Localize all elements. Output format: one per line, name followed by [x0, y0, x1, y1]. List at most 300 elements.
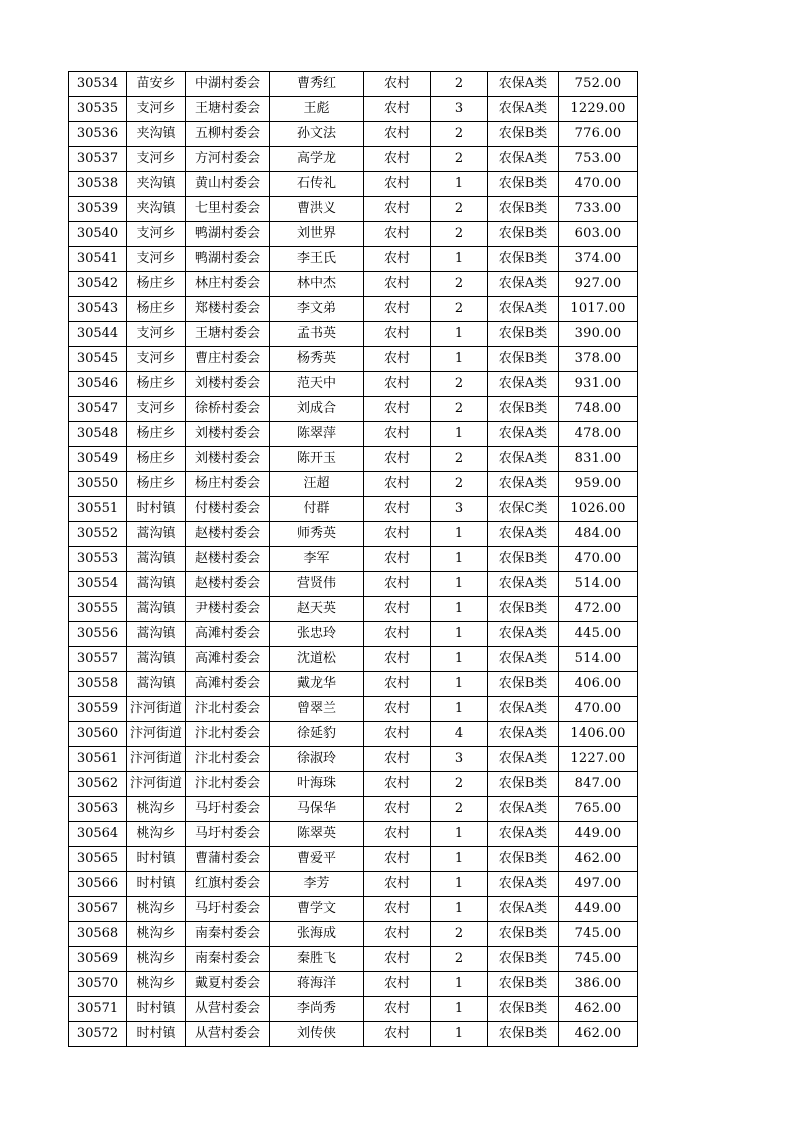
recipient-name-cell: 曹洪义: [270, 197, 364, 222]
village-committee-cell: 付楼村委会: [186, 497, 270, 522]
area-type-cell: 农村: [364, 747, 431, 772]
village-committee-cell: 鸭湖村委会: [186, 247, 270, 272]
table-row: [69, 897, 638, 922]
category-cell: 农保B类: [488, 322, 559, 347]
town-cell: 桃沟乡: [127, 922, 186, 947]
recipient-name-cell: 蒋海洋: [270, 972, 364, 997]
amount-cell: 478.00: [559, 422, 638, 447]
category-cell: 农保B类: [488, 122, 559, 147]
amount-cell: 445.00: [559, 622, 638, 647]
amount-cell: 390.00: [559, 322, 638, 347]
record-id-cell: 30535: [69, 97, 127, 122]
area-type-cell: 农村: [364, 522, 431, 547]
household-count-cell: 1: [431, 847, 488, 872]
town-cell: 时村镇: [127, 847, 186, 872]
amount-cell: 386.00: [559, 972, 638, 997]
area-type-cell: 农村: [364, 272, 431, 297]
village-committee-cell: 高滩村委会: [186, 672, 270, 697]
category-cell: 农保B类: [488, 597, 559, 622]
amount-cell: 847.00: [559, 772, 638, 797]
town-cell: 汴河街道: [127, 747, 186, 772]
recipient-name-cell: 曹爱平: [270, 847, 364, 872]
amount-cell: 931.00: [559, 372, 638, 397]
recipient-name-cell: 沈道松: [270, 647, 364, 672]
amount-cell: 462.00: [559, 847, 638, 872]
recipient-name-cell: 张海成: [270, 922, 364, 947]
village-committee-cell: 汴北村委会: [186, 747, 270, 772]
recipient-name-cell: 范天中: [270, 372, 364, 397]
area-type-cell: 农村: [364, 647, 431, 672]
area-type-cell: 农村: [364, 822, 431, 847]
table-row: [69, 572, 638, 597]
record-id-cell: 30548: [69, 422, 127, 447]
town-cell: 桃沟乡: [127, 972, 186, 997]
table-row: [69, 622, 638, 647]
amount-cell: 449.00: [559, 897, 638, 922]
area-type-cell: 农村: [364, 347, 431, 372]
household-count-cell: 2: [431, 222, 488, 247]
household-count-cell: 1: [431, 322, 488, 347]
town-cell: 杨庄乡: [127, 447, 186, 472]
recipient-name-cell: 徐淑玲: [270, 747, 364, 772]
table-row: [69, 747, 638, 772]
household-count-cell: 2: [431, 72, 488, 97]
village-committee-cell: 七里村委会: [186, 197, 270, 222]
amount-cell: 472.00: [559, 597, 638, 622]
village-committee-cell: 赵楼村委会: [186, 522, 270, 547]
recipient-name-cell: 张忠玲: [270, 622, 364, 647]
record-id-cell: 30538: [69, 172, 127, 197]
record-id-cell: 30564: [69, 822, 127, 847]
town-cell: 汴河街道: [127, 722, 186, 747]
town-cell: 时村镇: [127, 872, 186, 897]
town-cell: 杨庄乡: [127, 422, 186, 447]
household-count-cell: 1: [431, 872, 488, 897]
category-cell: 农保B类: [488, 847, 559, 872]
amount-cell: 1227.00: [559, 747, 638, 772]
record-id-cell: 30541: [69, 247, 127, 272]
village-committee-cell: 郑楼村委会: [186, 297, 270, 322]
record-id-cell: 30561: [69, 747, 127, 772]
record-id-cell: 30536: [69, 122, 127, 147]
record-id-cell: 30562: [69, 772, 127, 797]
household-count-cell: 2: [431, 147, 488, 172]
area-type-cell: 农村: [364, 497, 431, 522]
record-id-cell: 30560: [69, 722, 127, 747]
table-row: [69, 847, 638, 872]
town-cell: 桃沟乡: [127, 822, 186, 847]
amount-cell: 959.00: [559, 472, 638, 497]
record-id-cell: 30563: [69, 797, 127, 822]
record-id-cell: 30551: [69, 497, 127, 522]
recipient-name-cell: 叶海珠: [270, 772, 364, 797]
recipient-name-cell: 刘成合: [270, 397, 364, 422]
recipient-name-cell: 孙文法: [270, 122, 364, 147]
record-id-cell: 30568: [69, 922, 127, 947]
record-id-cell: 30534: [69, 72, 127, 97]
household-count-cell: 2: [431, 297, 488, 322]
amount-cell: 449.00: [559, 822, 638, 847]
village-committee-cell: 曹庄村委会: [186, 347, 270, 372]
household-count-cell: 1: [431, 897, 488, 922]
village-committee-cell: 赵楼村委会: [186, 547, 270, 572]
recipient-name-cell: 刘传侠: [270, 1022, 364, 1047]
recipient-name-cell: 李军: [270, 547, 364, 572]
town-cell: 杨庄乡: [127, 372, 186, 397]
village-committee-cell: 赵楼村委会: [186, 572, 270, 597]
category-cell: 农保A类: [488, 422, 559, 447]
village-committee-cell: 汴北村委会: [186, 772, 270, 797]
record-id-cell: 30546: [69, 372, 127, 397]
category-cell: 农保A类: [488, 297, 559, 322]
table-row: [69, 697, 638, 722]
household-count-cell: 2: [431, 472, 488, 497]
record-id-cell: 30543: [69, 297, 127, 322]
table-row: [69, 172, 638, 197]
town-cell: 桃沟乡: [127, 797, 186, 822]
amount-cell: 748.00: [559, 397, 638, 422]
record-id-cell: 30565: [69, 847, 127, 872]
town-cell: 夹沟镇: [127, 197, 186, 222]
recipient-name-cell: 李芳: [270, 872, 364, 897]
category-cell: 农保A类: [488, 622, 559, 647]
household-count-cell: 1: [431, 347, 488, 372]
record-id-cell: 30537: [69, 147, 127, 172]
town-cell: 支河乡: [127, 247, 186, 272]
area-type-cell: 农村: [364, 1022, 431, 1047]
category-cell: 农保A类: [488, 697, 559, 722]
town-cell: 杨庄乡: [127, 472, 186, 497]
table-row: [69, 272, 638, 297]
record-id-cell: 30545: [69, 347, 127, 372]
record-id-cell: 30540: [69, 222, 127, 247]
record-id-cell: 30549: [69, 447, 127, 472]
recipient-name-cell: 李王氏: [270, 247, 364, 272]
town-cell: 苗安乡: [127, 72, 186, 97]
village-committee-cell: 杨庄村委会: [186, 472, 270, 497]
table-row: [69, 547, 638, 572]
village-committee-cell: 五柳村委会: [186, 122, 270, 147]
category-cell: 农保B类: [488, 997, 559, 1022]
household-count-cell: 1: [431, 697, 488, 722]
recipient-name-cell: 马保华: [270, 797, 364, 822]
area-type-cell: 农村: [364, 972, 431, 997]
recipient-name-cell: 曹学文: [270, 897, 364, 922]
table-row: [69, 472, 638, 497]
category-cell: 农保A类: [488, 822, 559, 847]
household-count-cell: 3: [431, 497, 488, 522]
household-count-cell: 3: [431, 97, 488, 122]
household-count-cell: 2: [431, 447, 488, 472]
table-row: [69, 122, 638, 147]
village-committee-cell: 方河村委会: [186, 147, 270, 172]
amount-cell: 765.00: [559, 797, 638, 822]
town-cell: 汴河街道: [127, 697, 186, 722]
town-cell: 支河乡: [127, 347, 186, 372]
record-id-cell: 30566: [69, 872, 127, 897]
area-type-cell: 农村: [364, 772, 431, 797]
household-count-cell: 1: [431, 647, 488, 672]
town-cell: 蒿沟镇: [127, 672, 186, 697]
table-row: [69, 497, 638, 522]
record-id-cell: 30572: [69, 1022, 127, 1047]
area-type-cell: 农村: [364, 622, 431, 647]
area-type-cell: 农村: [364, 372, 431, 397]
recipient-name-cell: 赵天英: [270, 597, 364, 622]
household-count-cell: 1: [431, 997, 488, 1022]
household-count-cell: 2: [431, 197, 488, 222]
town-cell: 桃沟乡: [127, 947, 186, 972]
village-committee-cell: 南秦村委会: [186, 947, 270, 972]
area-type-cell: 农村: [364, 547, 431, 572]
village-committee-cell: 鸭湖村委会: [186, 222, 270, 247]
household-count-cell: 2: [431, 947, 488, 972]
table-row: [69, 922, 638, 947]
category-cell: 农保A类: [488, 572, 559, 597]
area-type-cell: 农村: [364, 597, 431, 622]
town-cell: 支河乡: [127, 97, 186, 122]
household-count-cell: 2: [431, 122, 488, 147]
amount-cell: 378.00: [559, 347, 638, 372]
area-type-cell: 农村: [364, 247, 431, 272]
table-row: [69, 822, 638, 847]
recipient-name-cell: 营贤伟: [270, 572, 364, 597]
household-count-cell: 2: [431, 797, 488, 822]
town-cell: 杨庄乡: [127, 297, 186, 322]
record-id-cell: 30559: [69, 697, 127, 722]
amount-cell: 1406.00: [559, 722, 638, 747]
recipient-name-cell: 王彪: [270, 97, 364, 122]
category-cell: 农保A类: [488, 872, 559, 897]
town-cell: 夹沟镇: [127, 122, 186, 147]
category-cell: 农保B类: [488, 922, 559, 947]
town-cell: 蒿沟镇: [127, 622, 186, 647]
town-cell: 蒿沟镇: [127, 522, 186, 547]
category-cell: 农保B类: [488, 347, 559, 372]
recipient-name-cell: 陈翠萍: [270, 422, 364, 447]
town-cell: 蒿沟镇: [127, 547, 186, 572]
village-committee-cell: 高滩村委会: [186, 647, 270, 672]
category-cell: 农保A类: [488, 447, 559, 472]
town-cell: 支河乡: [127, 147, 186, 172]
table-row: [69, 372, 638, 397]
category-cell: 农保B类: [488, 547, 559, 572]
table-row: [69, 347, 638, 372]
village-committee-cell: 刘楼村委会: [186, 447, 270, 472]
category-cell: 农保B类: [488, 397, 559, 422]
household-count-cell: 2: [431, 372, 488, 397]
table-row: [69, 597, 638, 622]
category-cell: 农保A类: [488, 97, 559, 122]
recipient-name-cell: 陈开玉: [270, 447, 364, 472]
amount-cell: 470.00: [559, 547, 638, 572]
category-cell: 农保B类: [488, 222, 559, 247]
amount-cell: 514.00: [559, 647, 638, 672]
category-cell: 农保B类: [488, 772, 559, 797]
recipient-name-cell: 刘世界: [270, 222, 364, 247]
town-cell: 时村镇: [127, 1022, 186, 1047]
recipient-name-cell: 戴龙华: [270, 672, 364, 697]
category-cell: 农保A类: [488, 472, 559, 497]
record-id-cell: 30571: [69, 997, 127, 1022]
table-row: [69, 722, 638, 747]
table-body: [69, 72, 638, 1047]
table-row: [69, 997, 638, 1022]
category-cell: 农保A类: [488, 522, 559, 547]
area-type-cell: 农村: [364, 672, 431, 697]
area-type-cell: 农村: [364, 122, 431, 147]
recipient-name-cell: 杨秀英: [270, 347, 364, 372]
amount-cell: 462.00: [559, 997, 638, 1022]
household-count-cell: 1: [431, 247, 488, 272]
record-id-cell: 30567: [69, 897, 127, 922]
area-type-cell: 农村: [364, 322, 431, 347]
category-cell: 农保A类: [488, 147, 559, 172]
record-id-cell: 30570: [69, 972, 127, 997]
area-type-cell: 农村: [364, 947, 431, 972]
record-id-cell: 30547: [69, 397, 127, 422]
amount-cell: 1229.00: [559, 97, 638, 122]
area-type-cell: 农村: [364, 922, 431, 947]
household-count-cell: 1: [431, 972, 488, 997]
record-id-cell: 30550: [69, 472, 127, 497]
area-type-cell: 农村: [364, 472, 431, 497]
category-cell: 农保B类: [488, 172, 559, 197]
household-count-cell: 2: [431, 272, 488, 297]
table-row: [69, 322, 638, 347]
village-committee-cell: 林庄村委会: [186, 272, 270, 297]
village-committee-cell: 马圩村委会: [186, 822, 270, 847]
village-committee-cell: 从营村委会: [186, 1022, 270, 1047]
town-cell: 杨庄乡: [127, 272, 186, 297]
village-committee-cell: 尹楼村委会: [186, 597, 270, 622]
category-cell: 农保A类: [488, 647, 559, 672]
table-row: [69, 972, 638, 997]
amount-cell: 927.00: [559, 272, 638, 297]
amount-cell: 470.00: [559, 697, 638, 722]
category-cell: 农保B类: [488, 1022, 559, 1047]
amount-cell: 831.00: [559, 447, 638, 472]
category-cell: 农保B类: [488, 947, 559, 972]
category-cell: 农保A类: [488, 797, 559, 822]
amount-cell: 484.00: [559, 522, 638, 547]
household-count-cell: 1: [431, 622, 488, 647]
table-row: [69, 447, 638, 472]
town-cell: 蒿沟镇: [127, 597, 186, 622]
record-id-cell: 30556: [69, 622, 127, 647]
household-count-cell: 2: [431, 922, 488, 947]
household-count-cell: 1: [431, 172, 488, 197]
area-type-cell: 农村: [364, 397, 431, 422]
village-committee-cell: 汴北村委会: [186, 722, 270, 747]
area-type-cell: 农村: [364, 997, 431, 1022]
amount-cell: 1026.00: [559, 497, 638, 522]
village-committee-cell: 戴夏村委会: [186, 972, 270, 997]
area-type-cell: 农村: [364, 422, 431, 447]
recipient-name-cell: 陈翠英: [270, 822, 364, 847]
table-row: [69, 147, 638, 172]
village-committee-cell: 王塘村委会: [186, 322, 270, 347]
area-type-cell: 农村: [364, 147, 431, 172]
village-committee-cell: 汴北村委会: [186, 697, 270, 722]
village-committee-cell: 马圩村委会: [186, 897, 270, 922]
village-committee-cell: 刘楼村委会: [186, 422, 270, 447]
category-cell: 农保B类: [488, 247, 559, 272]
amount-cell: 462.00: [559, 1022, 638, 1047]
area-type-cell: 农村: [364, 222, 431, 247]
area-type-cell: 农村: [364, 872, 431, 897]
table-row: [69, 797, 638, 822]
record-id-cell: 30542: [69, 272, 127, 297]
category-cell: 农保C类: [488, 497, 559, 522]
record-id-cell: 30552: [69, 522, 127, 547]
record-id-cell: 30544: [69, 322, 127, 347]
village-committee-cell: 南秦村委会: [186, 922, 270, 947]
record-id-cell: 30555: [69, 597, 127, 622]
amount-cell: 470.00: [559, 172, 638, 197]
category-cell: 农保B类: [488, 197, 559, 222]
table-row: [69, 772, 638, 797]
record-id-cell: 30553: [69, 547, 127, 572]
amount-cell: 406.00: [559, 672, 638, 697]
recipient-name-cell: 孟书英: [270, 322, 364, 347]
amount-cell: 752.00: [559, 72, 638, 97]
household-count-cell: 4: [431, 722, 488, 747]
table-row: [69, 647, 638, 672]
table-row: [69, 197, 638, 222]
table-row: [69, 97, 638, 122]
town-cell: 支河乡: [127, 222, 186, 247]
record-id-cell: 30558: [69, 672, 127, 697]
category-cell: 农保A类: [488, 372, 559, 397]
table-row: [69, 422, 638, 447]
table-row: [69, 1022, 638, 1047]
amount-cell: 745.00: [559, 947, 638, 972]
household-count-cell: 1: [431, 422, 488, 447]
town-cell: 支河乡: [127, 322, 186, 347]
amount-cell: 745.00: [559, 922, 638, 947]
record-id-cell: 30557: [69, 647, 127, 672]
town-cell: 时村镇: [127, 497, 186, 522]
household-count-cell: 2: [431, 772, 488, 797]
record-id-cell: 30554: [69, 572, 127, 597]
household-count-cell: 1: [431, 822, 488, 847]
amount-cell: 1017.00: [559, 297, 638, 322]
recipient-name-cell: 付群: [270, 497, 364, 522]
recipient-name-cell: 石传礼: [270, 172, 364, 197]
household-count-cell: 1: [431, 1022, 488, 1047]
amount-cell: 514.00: [559, 572, 638, 597]
table-row: [69, 522, 638, 547]
household-count-cell: 1: [431, 547, 488, 572]
table-row: [69, 872, 638, 897]
area-type-cell: 农村: [364, 72, 431, 97]
town-cell: 桃沟乡: [127, 897, 186, 922]
town-cell: 汴河街道: [127, 772, 186, 797]
area-type-cell: 农村: [364, 697, 431, 722]
category-cell: 农保B类: [488, 972, 559, 997]
recipient-name-cell: 李尚秀: [270, 997, 364, 1022]
town-cell: 支河乡: [127, 397, 186, 422]
table-row: [69, 222, 638, 247]
recipient-name-cell: 汪超: [270, 472, 364, 497]
area-type-cell: 农村: [364, 847, 431, 872]
table-row: [69, 72, 638, 97]
recipient-table: [68, 71, 638, 1047]
record-id-cell: 30569: [69, 947, 127, 972]
village-committee-cell: 从营村委会: [186, 997, 270, 1022]
household-count-cell: 1: [431, 572, 488, 597]
